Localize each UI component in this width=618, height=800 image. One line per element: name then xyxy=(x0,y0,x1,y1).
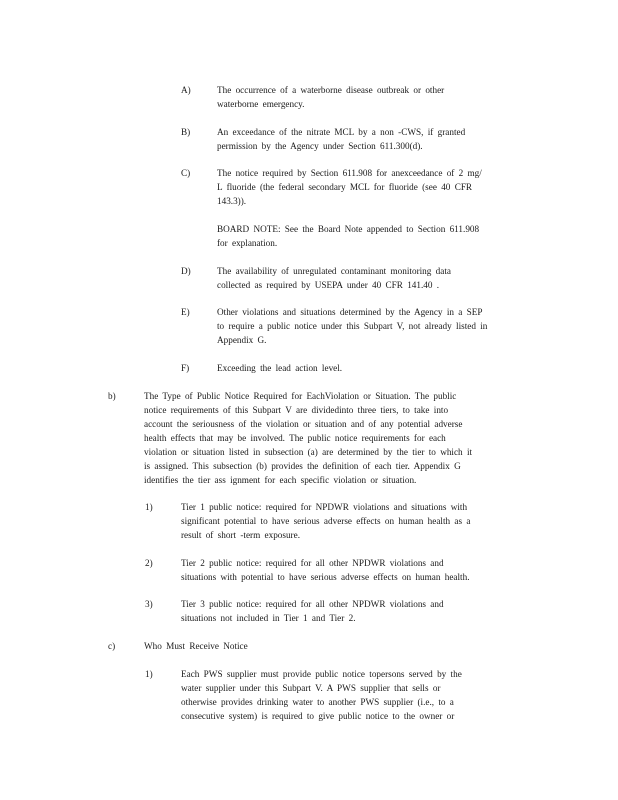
item-text: An exceedance of the nitrate MCL by a non -CWS, if granted permission by the Agency under Section 611.300(d). xyxy=(217,127,466,151)
section-label: b) xyxy=(108,391,116,401)
item-text: Other violations and situations determined by the Agency in a SEP to require a public notice under this Subpart V, not already listed in Appendix G. xyxy=(217,307,488,345)
section-text: The Type of Public Notice Required for EachViolation or Situation. The public notice requirements of this Subpart V are dividedinto three tiers, to take into account the seriousness of the violation or situation and of any potential adverse health effects that may be involved. The public notice requirements for each violation or situation listed in subsection (a) are determined by the tier to which it is assigned. This subsection (b) provides the definition of each tier. Appendix G identifies the tier ass ignment for each specific violation or situation. xyxy=(144,391,473,485)
sub-item-label: 1) xyxy=(145,502,153,512)
item-text: Exceeding the lead action level. xyxy=(217,363,343,373)
item-text: The availability of unregulated contaminant monitoring data collected as required by USEPA under 40 CFR 141.40 . xyxy=(217,266,451,290)
sub-item-label: 3) xyxy=(145,599,153,609)
board-note: BOARD NOTE: See the Board Note appended to Section 611.908 for explanation. xyxy=(217,224,480,248)
sub-item-text: Tier 1 public notice: required for NPDWR violations and situations with significant potential to have serious adverse effects on human health as a result of short -term exposure. xyxy=(181,502,471,540)
sub-item-text: Tier 3 public notice: required for all other NPDWR violations and situations not included in Tier 1 and Tier 2. xyxy=(181,599,444,623)
item-text: The notice required by Section 611.908 for anexceedance of 2 mg/ L fluoride (the federal secondary MCL for fluoride (see 40 CFR 143.3)). xyxy=(217,168,482,206)
item-label: E) xyxy=(181,307,190,317)
section-label: c) xyxy=(108,641,116,651)
item-label: A) xyxy=(181,85,191,95)
sub-item-label: 2) xyxy=(145,558,153,568)
item-label: B) xyxy=(181,127,191,137)
sub-item-text: Tier 2 public notice: required for all other NPDWR violations and situations with potential to have serious adverse effects on human health. xyxy=(181,558,470,582)
item-label: D) xyxy=(181,266,191,276)
item-text: The occurrence of a waterborne disease outbreak or other waterborne emergency. xyxy=(217,85,445,109)
sub-item-text: Each PWS supplier must provide public notice topersons served by the water supplier under this Subpart V. A PWS supplier that sells or otherwise provides drinking water to another PWS supplier (i.e., to a consecutive system) is required to give public notice to the owner or xyxy=(181,669,462,721)
section-text: Who Must Receive Notice xyxy=(144,641,248,651)
sub-item-label: 1) xyxy=(145,669,153,679)
item-label: C) xyxy=(181,168,191,178)
item-label: F) xyxy=(181,363,190,373)
